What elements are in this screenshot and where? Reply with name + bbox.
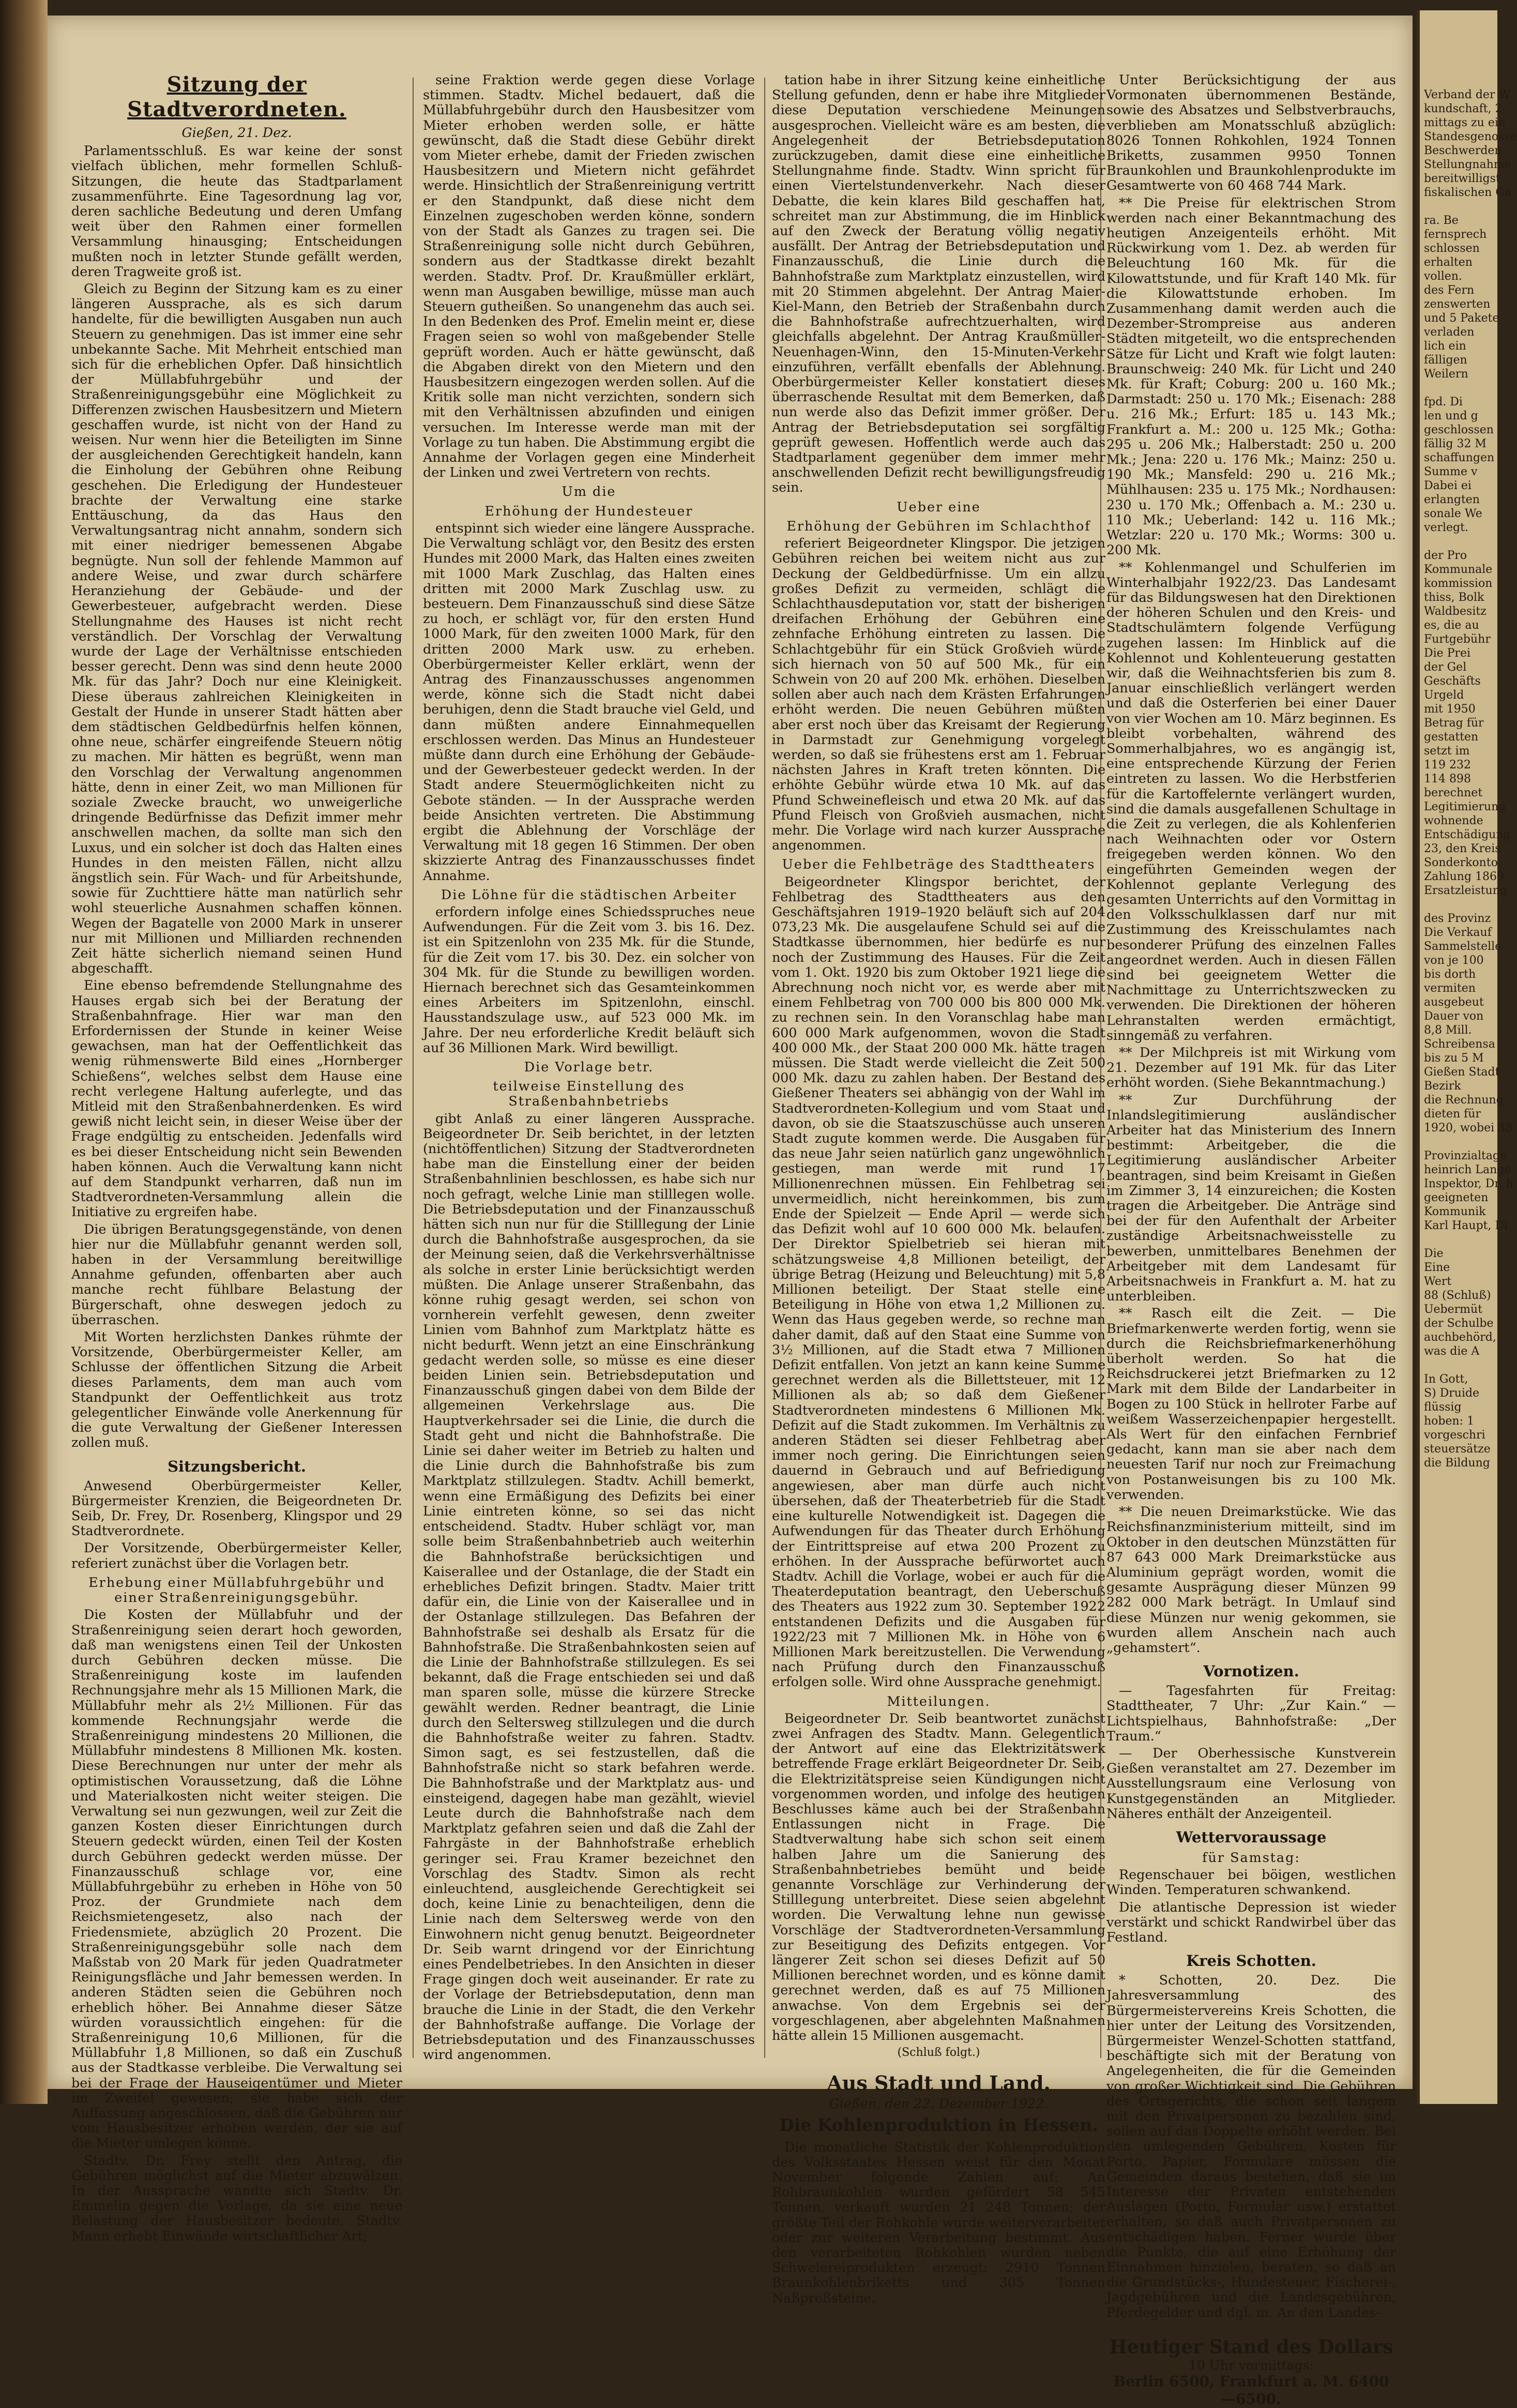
subheading: Erhöhung der Hundesteuer xyxy=(484,503,693,519)
paragraph: Stadtv. Dr. Frey stellt den Antrag, die Gebühren möglichst auf die Mieter abzuwälzen. In der Aussprache wandte sich Stadtv. Dr. Emmelin gegen die Vorlage, da sie eine neue Belastung der Hausbesitzer bedeute. Stadtv. Mann erhebt Einwände wirtschaftlicher Art; xyxy=(71,2152,402,2244)
column-3 xyxy=(772,72,1105,2306)
paragraph: ** Die neuen Dreimarkstücke. Wie das Reichsfinanzministerium mitteilt, sind im Oktober in den deutschen Münzstätten für 87 643 000 Mark Dreimarkstücke aus Aluminium geprägt worden, womit die gesamte Ausprägung dieser Münzen 99 282 000 Mark beträgt. In Umlauf sind diese Münzen nur wenig gekommen, sie wurden allem Anschein nach auch „gehamstert“. xyxy=(1106,1504,1396,1655)
paragraph: seine Fraktion werde gegen diese Vorlage stimmen. Stadtv. Michel bedauert, daß die Müllabfuhrgebühr durch den Hausbesitzer vom Mieter erhoben werden solle, er hätte gewünscht, daß die Stadt diese Gebühr direkt vom Mieter erhebe, damit der Frieden zwischen Hausbesitzern und Mietern nicht gefährdet werde. Hinsichtlich der Straßenreinigung vertritt er den Standpunkt, daß diese nicht dem Einzelnen zugeschoben werden könne, sondern von der Stadt als Ganzes zu tragen sei. Die Straßenreinigung solle nicht durch Gebühren, sondern aus der Stadtkasse direkt bezahlt werden. Stadtv. Prof. Dr. Kraußmüller erklärt, wenn man Ausgaben bewillige, müsse man auch Steuern gutheißen. So unangenehm das auch sei. In den Bedenken des Prof. Emelin meint er, diese Fragen seien so wohl von maßgebender Stelle geprüft worden. Auch er hätte gewünscht, daß die Abgaben direkt von den Mietern und den Hausbesitzern eingezogen werden sollen. Auf die Kritik solle man nicht verzichten, sondern sich mit den Verhältnissen abzufinden und einigen versuchen. Im Interesse werde man mit der Vorlage zu tun haben. Die Abstimmung ergibt die Annahme der Vorlagen gegen eine Minderheit der Linken und zwei Vertretern von rechts. xyxy=(423,72,755,480)
subheading: Mitteilungen. xyxy=(887,1693,991,1709)
dollar-values: Berlin 6500, Frankfurt a. M. 6400—6500. xyxy=(1113,2373,1389,2408)
paragraph: Parlamentsschluß. Es war keine der sonst vielfach üblichen, mehr formellen Schluß-Sitzungen, die heute das Stadtparlament zusammenführte. Eine Tagesordnung lag vor, deren sachliche Bedeutung und deren Umfang weit über den Rahmen einer formellen Versammlung hinausging; Entscheidungen mußten noch in letzter Stunde gefällt werden, deren Tragweite groß ist. xyxy=(71,143,402,279)
paragraph: ** Zur Durchführung der Inlandslegitimierung ausländischer Arbeiter hat das Ministerium des Innern bestimmt: Arbeitgeber, die die Legitimierung ausländischer Arbeiter beantragen, sind beim Kreisamt in Gießen im Zimmer 3, 14 einzureichen; die Kosten tragen die Arbeitgeber. Die Anträge sind bei der für den Aufenthalt der Arbeiter zuständige Arbeitsnachweisstelle zu bewerben, unmittelbares Benehmen der Arbeitgeber mit dem Landesamt für Arbeitsnachweis in Frankfurt a. M. hat zu unterbleiben. xyxy=(1106,1092,1396,1304)
adjacent-page-edge xyxy=(1417,10,1517,2104)
paragraph: — Tagesfahrten für Freitag: Stadttheater, 7 Uhr: „Zur Kain.“ — Lichtspielhaus, Bahnhofstraße: „Der Traum.“ xyxy=(1106,1683,1396,1744)
subheading: Ueber die Fehlbeträge des Stadttheaters xyxy=(782,856,1096,872)
paragraph: entspinnt sich wieder eine längere Aussprache. Die Verwaltung schlägt vor, den Besitz des ersten Hundes mit 2000 Mark, das Halten eines zweiten mit 1000 Mark Zuschlag, das Halten eines dritten mit 2000 Mark Zuschlag usw. zu besteuern. Dem Finanzausschuß sind diese Sätze zu hoch, er schlägt vor, für den ersten Hund 1000 Mark, für den zweiten 1000 Mark, für den dritten 2000 Mark usw. zu erheben. Oberbürgermeister Keller erklärt, wenn der Antrag des Finanzausschusses angenommen werde, könne sich die Stadt nicht dabei beruhigen, denn die Stadt brauche viel Geld, und dann müßten andere Einnahmequellen erschlossen werden. Das Minus an Hundesteuer müßte dann durch eine Erhöhung der Gebäude- und der Gewerbesteuer gedeckt werden. In der Stadt andere Steuermöglichkeiten nicht zu Gebote ständen. — In der Aussprache werden beide Ansichten vertreten. Die Abstimmung ergibt die Ablehnung der Vorschläge der Verwaltung mit 18 gegen 16 Stimmen. Der oben skizzierte Antrag des Finanzausschusses findet Annahme. xyxy=(423,520,755,883)
column-1 xyxy=(71,72,402,2244)
paragraph: ** Der Milchpreis ist mit Wirkung vom 21. Dezember auf 191 Mk. für das Liter erhöht worden. (Siehe Bekanntmachung.) xyxy=(1106,1044,1396,1091)
subheading: teilweise Einstellung des Straßenbahnbetriebs xyxy=(493,1078,685,1109)
paragraph: Beigeordneter Dr. Seib beantwortet zunächst zwei Anfragen des Stadtv. Mann. Gelegentlich der Antwort auf eine das Elektrizitätswerk betreffende Frage erklärt Beigeordneter Dr. Seib, die Elektrizitätspreise seien Kündigungen nicht vorgenommen worden, und infolge des heutigen Beschlusses käme auch bei der Straßenbahn Entlassungen nicht in Frage. Die Stadtverwaltung habe sich schon seit einem halben Jahre um die Sanierung des Straßenbahnbetriebes bemüht und beide genannte Vorschläge zur Verhinderung der Stilllegung unterbreitet. Diese seien abgelehnt worden. Die Verwaltung lehne nun gewisse Vorschläge der Stadtverordneten-Versammlung zur Beseitigung des Defizits entgegen. Vor längerer Zeit schon sei dieses Defizit auf 50 Millionen berechnet worden, und es könne damit gerechnet werden, daß es auf 75 Millionen anwachse. Von dem Ergebnis sei der vorgeschlagenen, aber abgelehnten Maßnahmen hätte allein 15 Millionen ausgemacht. xyxy=(772,1710,1105,2043)
subheading: Die Löhne für die städtischen Arbeiter xyxy=(441,886,737,902)
paragraph: referiert Beigeordneter Klingspor. Die jetzigen Gebühren reichen bei weitem nicht aus zur Deckung der Geldbedürfnisse. Um ein allzu großes Defizit zu vermeiden, schlägt die Schlachthausdeputation vor, statt der bisherigen dreifachen Erhöhung der Gebühren eine zehnfache Erhöhung eintreten zu lassen. Die Schlachtgebühr für ein Stück Großvieh würde sich hiernach von 50 auf 500 Mk., für ein Schwein von 20 auf 200 Mk. erhöhen. Dieselben sollen aber auch nach dem Krästen Erfahrungen erhöht werden. Die neuen Gebühren müßten aber erst noch über das Kreisamt der Regierung in Darmstadt zur Genehmigung vorgelegt werden, so daß sie frühestens erst am 1. Februar nächsten Jahres in Kraft treten könnten. Die erhöhte Gebühr würde etwa 10 Mk. auf das Pfund Schweinefleisch und etwa 20 Mk. auf das Pfund Fleisch von Großvieh ausmachen, nicht mehr. Die Vorlage wird nach kurzer Aussprache angenommen. xyxy=(772,535,1105,853)
adjacent-page-text: Verband der W kundschaft, 2 mittags zu ein Standesgenosse Beschwerden Stellungnahme bereitwilligst fiskalischen Ga ra. Be fernsprech schlossen erhalten vollen. des Fern zenswerten und 5 Pakete verladen lich ein fälligen Weilern fpd. Di len und g geschlossen fällig 32 M schaffungen Summe v Dabei ei erlangten sonale We verlegt. der Pro Kommunale kommission thiss, Bolk Waldbesitz es, die au Furtgebühr Die Prei der Gel Geschäfts Urgeld mit 1950 Betrag für gestatten setzt im 119 232 114 898 berechnet Legitimierung wohnende Entschädigung 23, den Kreis Sonderkonto Zahlung 1869 Ersatzleistung des Provinz Die Verkauf Sammelstelle von je 100 bis dorth vermiten ausgebeut Dauer von 8,8 Mill. Schreibensa bis zu 5 M Gießen Stadt Bezirk die Rechnung dieten für 1920, wobei 88 Provinzialtage heinrich Lange Inspektor, Dr. h geeigneten Kommunik Karl Haupt, Di Die Eine Wert 88 (Schluß) Uebermüt der Schulbe auchbehörd, was die A In Gott, S) Druide flüssig hoben: 1 vorgeschri steuersätze die Bildung xyxy=(1424,88,1517,1470)
paragraph: gibt Anlaß zu einer längeren Aussprache. Beigeordneter Dr. Seib berichtet, in der letzten (nichtöffentlichen) Sitzung der Stadtverordneten habe man die Einstellung einer der beiden Straßenbahnlinien beschlossen, es habe sich nur noch gefragt, welche Linie man stilllegen wolle. Die Betriebsdeputation und der Finanzausschuß hätten sich nun nur für die Stilllegung der Linie durch die Bahnhofstraße ausgesprochen, da sie der Meinung seien, daß die Verkehrsverhältnisse als solche in erster Linie berücksichtigt werden müßten. Die Anlage unserer Straßenbahn, das könne ruhig gesagt werden, sei schon von vornherein verfehlt gewesen, denn zweiter Linien vom Bahnhof zum Marktplatz hätte es nicht bedurft. Wenn jetzt an eine Einschränkung gedacht werden solle, so müsse es eine dieser beiden Linien sein. Betriebsdeputation und Finanzausschuß gingen dabei von dem Bilde der allgemeinen Verkehrslage aus. Die Hauptverkehrsader sei die Linie, die durch die Stadt geht und nicht die Bahnhofstraße. Die Linie sei daher weiter im Betrieb zu halten und die Linie durch die Bahnhofstraße bis zum Marktplatz stillzulegen. Stadtv. Achill bemerkt, wenn eine Ermäßigung des Defizits bei einer Linie eintreten könne, so sei das nicht entscheidend. Stadtv. Huber schlägt vor, man solle beim Straßenbahnbetrieb auch weiterhin die Bahnhofstraße berücksichtigen und Kaiserallee und der Ostanlage, die der Stadt ein erhebliches Defizit bringen. Stadtv. Maier tritt dafür ein, die Linie von der Kaiserallee und in der Ostanlage stillzulegen. Das Befahren der Bahnhofstraße sei deshalb als Ersatz für die Bahnhofstraße. Die Straßenbahnkosten seien auf die Linie der Bahnhofstraße stillzulegen. Es sei bekannt, daß die Frage entschieden sei und daß man sparen solle, müsse die kürzere Strecke gewählt werden. Redner beantragt, die Linie durch den Seltersweg stillzulegen und die durch die Bahnhofstraße weiter zu fahren. Stadtv. Simon sagt, es sei festzustellen, daß die Bahnhofstraße nicht so stark befahren werde. Die Bahnhofstraße und der Marktplatz aus- und einsteigend, dagegen habe man gezählt, wieviel Leute durch die Bahnhofstraße nach dem Marktplatz gefahren seien und daß die Zahl der Fahrgäste in der Bahnhofstraße erheblich geringer sei. Frau Kramer bezeichnet den Vorschlag des Stadtv. Simon als recht einleuchtend, ausgleichende Gerechtigkeit sei doch, keine Linie zu benachteiligen, denn die Linie nach dem Seltersweg werde von den Einwohnern nicht genug benutzt. Beigeordneter Dr. Seib warnt dringend vor der Einrichtung eines Pendelbetriebes. In den Ansichten in dieser Frage gingen doch weit auseinander. Er rate zu der Vorlage der Betriebsdeputation, denn man brauche die Linie in der Stadt, die den Verkehr der Bahnhofstraße auffange. Die Vorlage der Betriebsdeputation und des Finanzausschusses wird angenommen. xyxy=(423,1110,755,2063)
paragraph: Gleich zu Beginn der Sitzung kam es zu einer längeren Aussprache, als es sich darum handelte, für die bewilligten Ausgaben nun auch Steuern zu genehmigen. Das ist immer eine sehr unbekannte Sache. Mit Mehrheit entschied man sich für die erheblichen Opfer. Daß hinsichtlich der Müllabfuhrgebühr und der Straßenreinigungsgebühr eine Möglichkeit zu Differenzen zwischen Hausbesitzern und Mietern geschaffen wurde, ist nicht von der Hand zu weisen. Nur wenn hier die Beteiligten im Sinne der ausgleichenden Gerechtigkeit handeln, kann die Einholung der Gebühren ohne Reibung geschehen. Die Erledigung der Hundesteuer brachte der Verwaltung eine starke Enttäuschung, da das Haus den Verwaltungsantrag nicht annahm, sondern sich mit einer niedriger bemessenen Abgabe begnügte. Nun soll der fehlende Mammon auf andere Weise, und zwar durch schärfere Heranziehung der Gebäude- und der Gewerbesteuer, aufgebracht werden. Diese Stellungnahme des Hauses ist nicht recht verständlich. Der Vorschlag der Verwaltung wurde der Lage der Verhältnisse entschieden besser gerecht. Denn was sind denn heute 2000 Mk. für das Jahr? Doch nur eine Kleinigkeit. Diese überaus zahlreichen Kleinigkeiten in Gestalt der Hunde in unserer Stadt hätten aber dem städtischen Geldbedürfnis helfen können, ohne neue, schärfer eingreifende Steuern nötig zu machen. Mir hätten es begrüßt, wenn man den Vorschlag der Verwaltung angenommen hätte, denn in einer Zeit, wo man Millionen für soziale Zwecke braucht, wo unweigerliche dringende Bedürfnisse das Defizit immer mehr anschwellen machen, da sollte man sich den Luxus, und ein solcher ist doch das Halten eines Hundes in den meisten Fällen, nicht allzu ängstlich sein. Für Wach- und für Arbeitshunde, sowie für Zuchttiere hätte man natürlich sehr wohl steuerliche Ausnahmen schaffen können. Wegen der Bagatelle von 2000 Mark in unserer nur mit Millionen und Milliarden rechnenden Zeit hätte sicherlich niemand seinen Hund abgeschafft. xyxy=(71,281,402,976)
dateline: Gießen, 21. Dez. xyxy=(181,125,292,140)
section-heading: Wettervoraussage xyxy=(1176,1828,1327,1846)
dateline: Gießen, den 22. Dezember 1922. xyxy=(829,2096,1049,2112)
section-heading: Vornotizen. xyxy=(1203,1662,1299,1680)
paragraph: Beigeordneter Klingspor berichtet, der Fehlbetrag des Stadttheaters aus den Geschäftsjahren 1919–1920 beläuft sich auf 204 073,23 Mk. Die ausgelaufene Schuld sei auf die Stadtkasse übernommen, hier bedürfe es nur noch der Zustimmung des Hauses. Für die Zeit vom 1. Okt. 1920 bis zum Oktober 1921 liege die Abrechnung noch nicht vor, es werde aber mit einem Fehlbetrag von 700 000 bis 800 000 Mk. zu rechnen sein. In den Voranschlag habe man 600 000 Mark aufgenommen, wovon die Stadt 400 000 Mk., der Staat 200 000 Mk. hätte tragen müssen. Die Stadt werde vielleicht die Zeit 500 000 Mk. dazu zu zahlen haben. Der Bestand des Gießener Theaters sei abhängig von der Wahl im Stadtverordneten-Kollegium und vom Staat und davon, ob sie die Staatszuschüsse auch unseren Stadt zugute kommen werde. Die Ausgaben für das neue Jahr seien natürlich ganz ungewöhnlich gestiegen, man werde mit rund 17 Millionenrechnen müssen. Ein Fehlbetrag sei unvermeidlich, nicht hereinkommen, bis zum Ende der Spielzeit — Ende April — werde sich das Defizit wohl auf 10 600 000 Mk. belaufen. Der Direktor Spielbetrieb sei hieran mit schätzungsweise 4,8 Millionen beteiligt, der übrige Betrag (Heizung und Beleuchtung) mit 5,8 Millionen beteiligt. Der Staat stelle eine Beteiligung in Höhe von etwa 1,2 Millionen zu. Wenn das Haus gegeben werde, so rechne man daher damit, daß auf den Staat eine Summe von 3½ Millionen, auf die Stadt etwa 7 Millionen Defizit entfallen. Von jetzt an kann keine Summe gerechnet werden als die Billettsteuer, mit 12 Millionen als ab; so daß dem Gießener Stadtverordneten mindestens 6 Millionen Mk. Defizit auf die Stadt zukommen. Im Verhältnis zu anderen Städten sei dieser Fehlbetrag aber immer noch gering. Die Einrichtungen seien dauernd in Gebrauch und auf Befriedigung angewiesen, aber man dürfe auch nicht übersehen, daß der Theaterbetrieb für die Stadt eine kulturelle Notwendigkeit ist. Dagegen die Aufwendungen für das Theater durch Erhöhung der Eintrittspreise auf etwa 200 Prozent zu erhöhen. In der Aussprache befürwortet auch Stadtv. Achill die Vorlage, wobei er auch für die Theaterdeputation beantragt, den Ueberschuß des Theaters aus 1922 zum 30. September 1922 entstandenen Defizits und die Ausgaben für 1922/23 mit 7 Millionen Mk. in Höhe von 6 Millionen Mark bereitzustellen. Die Verwendung nach Prüfung durch den Finanzausschuß erfolgen solle. Wird ohne Aussprache genehmigt. xyxy=(772,873,1105,1690)
paragraph: ** Rasch eilt die Zeit. — Die Briefmarkenwerte werden fortig, wenn sie durch die Reichsbriefmarkenerhöhung überholt werden. So hat die Reichsdruckerei jetzt Briefmarken zu 12 Mark mit dem Bilde der Landarbeiter in Bogen zu 100 Stück in hellroter Farbe auf weißem Wasserzeichenpapier hergestellt. Als Wert für den einfachen Fernbrief gedacht, kann man sie aber nach dem neuesten Tarif nur noch zur Freimachung von Postanweisungen bis zu 100 Mk. verwenden. xyxy=(1106,1305,1396,1502)
column-2 xyxy=(423,72,755,2063)
paragraph: Die übrigen Beratungsgegenstände, von denen hier nur die Müllabfuhr genannt werden soll, haben in der Versammlung bereitwillige Annahme gefunden, offenbarten aber auch manche recht fühlbare Belastung der Bürgerschaft, ohne deswegen jedoch zu überraschen. xyxy=(71,1221,402,1327)
paragraph: tation habe in ihrer Sitzung keine einheitliche Stellung gefunden, denn er habe ihre Mitglieder diese Deputation verschiedene Meinungen ausgesprochen. Vielleicht wäre es am besten, die Angelegenheit der Betriebsdeputation zurückzugeben, damit diese eine einheitliche Stellungnahme finde. Stadtv. Winn spricht für einen Viertelstundenverkehr. Nach dieser Debatte, die kein klares Bild geschaffen hat, schreitet man zur Abstimmung, die im Hinblick auf den Zweck der Beratung völlig negativ ausfällt. Der Antrag der Betriebsdeputation und Finanzausschuß, die Linie durch die Bahnhofstraße zum Marktplatz einzustellen, wird mit 20 Stimmen abgelehnt. Der Antrag Maier-Kiel-Mann, den Betrieb der Straßenbahn durch die Bahnhofstraße aufrechtzuerhalten, wird gleichfalls abgelehnt. Der Antrag Kraußmüller-Neuenhagen-Winn, den 15-Minuten-Verkehr einzuführen, verfällt ebenfalls der Ablehnung. Oberbürgermeister Keller konstatiert dieses überraschende Resultat mit dem Bemerken, daß nun werde also das Defizit immer größer. Der Antrag der Betriebsdeputation sei sorgfältig geprüft gewesen. Hoffentlich werde auch das Stadtparlament gegenüber dem immer mehr anschwellenden Defizit recht bewilligungsfreudig sein. xyxy=(772,72,1105,495)
article-title: Sitzung der Stadtverordneten. xyxy=(127,72,346,122)
continuation-note: (Schluß folgt.) xyxy=(897,2046,980,2059)
paragraph: ** Die Preise für elektrischen Strom werden nach einer Bekanntmachung des heutigen Anzeigenteils erhöht. Mit Rückwirkung vom 1. Dez. ab werden für Beleuchtung 160 Mk. für die Kilowattstunde, und für Kraft 140 Mk. für die Kilowattstunde erhoben. Im Zusammenhang damit werden auch die Dezember-Strompreise aus anderen Städten mitgeteilt, wo die entsprechenden Sätze für Licht und Kraft wie folgt lauten: Braunschweig: 240 Mk. für Licht und 240 Mk. für Kraft; Coburg: 200 u. 160 Mk.; Darmstadt: 250 u. 170 Mk.; Eisenach: 288 u. 216 Mk.; Erfurt: 185 u. 143 Mk.; Frankfurt a. M.: 200 u. 125 Mk.; Gotha: 295 u. 206 Mk.; Halberstadt: 250 u. 200 Mk.; Jena: 220 u. 176 Mk.; Mainz: 250 u. 190 Mk.; Mansfeld: 290 u. 216 Mk.; Mühlhausen: 235 u. 175 Mk.; Nordhausen: 230 u. 170 Mk.; Offenbach a. M.: 230 u. 110 Mk.; Ueberland: 142 u. 116 Mk.; Wetzlar: 220 u. 170 Mk.; Worms: 300 u. 200 Mk. xyxy=(1106,194,1396,558)
paragraph: * Schotten, 20. Dez. Die Jahresversammlung des Bürgermeistervereins Kreis Schotten, die hier unter der Leitung des Vorsitzenden, Bürgermeister Wenzel-Schotten stattfand, beschäftigte sich mit der Beratung von Angelegenheiten, die für die Gemeinden von großer Wichtigkeit sind. Die Gebühren des Ortsgerichts, die schon seit langem mit den Privatpersonen zu bezahlen sind, sollen auf das Doppelte erhöht werden. Bei den umlegenden Gebühren, Kosten für Porto, Papier, Formulare müssen die Gemeinden daraus bestehen, daß sie im Interesse der Privaten entstehenden Auslagen (Porto, Formular usw.) erstattet erhalten, so daß auch Privatpersonen zu entschädigen haben. Ferner wurde über die Punkte, die auf eine Erhöhung der Einnahmen hinzielen, beraten, so daß an die Grundstücks-, Hundesteuer, Fischerei-, Jagdgebühren und die Landesgebühren, Pferdegelder und dgl. m. An den Landes- xyxy=(1106,1972,1396,2320)
paragraph: erfordern infolge eines Schiedsspruches neue Aufwendungen. Für die Zeit vom 3. bis 16. Dez. ist ein Spitzenlohn von 235 Mk. für die Stunde, für die Zeit vom 17. bis 30. Dez. ein solcher von 304 Mk. für die Stunde zu bewilligen worden. Hiernach berechnet sich das Gesamteinkommen eines Arbeiters im Spitzenlohn, einschl. Hausstandszulage usw., auf 523 000 Mk. im Jahre. Der neu erforderliche Kredit beläuft sich auf 36 Millionen Mark. Wird bewilligt. xyxy=(423,903,755,1055)
subheading: für Samstag: xyxy=(1202,1849,1300,1865)
subheading: Erhebung einer Müllabfuhrgebühr und einer Straßenreinigungsgebühr. xyxy=(88,1574,385,1606)
paragraph: Die atlantische Depression ist wieder verstärkt und schickt Randwirbel über das Festland. xyxy=(1106,1899,1396,1945)
paragraph: Die monatliche Statistik der Kohlenproduktion des Volksstaates Hessen weist für den Monat November folgende Zahlen auf: An Rohbraunkohlen wurden gefördert 58 545 Tonnen, verkauft wurden 21 248 Tonnen; der größte Teil der Rohkohle wurde weiterverarbeitet oder zur weiteren Verarbeitung bestimmt. Aus den verarbeiteten Rohkohlen wurden neben Schwelereiprodukten erzeugt: 2910 Tonnen Braunkohlenbriketts und 305 Tonnen Naßpreßsteine. xyxy=(772,2139,1105,2306)
subheading: Erhöhung der Gebühren im Schlachthof xyxy=(786,518,1091,534)
article-headline: Die Kohlenproduktion in Hessen. xyxy=(779,2114,1098,2135)
subheading: Die Vorlage betr. xyxy=(524,1059,654,1074)
dollar-time: 10 Uhr vormittags: xyxy=(1189,2357,1314,2373)
book-spine xyxy=(0,0,48,2104)
column-rule xyxy=(764,78,765,2058)
subheading: Um die xyxy=(562,483,616,499)
column-rule xyxy=(413,78,414,2058)
dollar-rate-box xyxy=(1106,2329,1396,2408)
paragraph: Die Kosten der Müllabfuhr und der Straßenreinigung seien derart hoch geworden, daß man wenigstens einen Teil der Unkosten durch Gebühren decken müsse. Die Straßenreinigung koste im laufenden Rechnungsjahre mehr als 15 Millionen Mark, die Müllabfuhr mehr als 2½ Millionen. Für das kommende Rechnungsjahr werde die Straßenreinigung mindestens 20 Millionen, die Müllabfuhr mindestens 8 Millionen Mk. kosten. Diese Berechnungen nur unter der mehr als optimistischen Voraussetzung, daß die Löhne und Materialkosten nicht weiter steigen. Die Verwaltung sei nun gezwungen, weil zur Zeit die ganzen Kosten dieser Einrichtungen durch Steuern gedeckt würden, einen Teil der Kosten durch Gebühren gedeckt werden müsse. Der Finanzausschuß schlage vor, eine Müllabfuhrgebühr zu erheben in Höhe von 50 Proz. der Grundmiete nach dem Reichsmietengesetz, also nach der Friedensmiete, abzüglich 20 Prozent. Die Straßenreinigungsgebühr solle nach dem Maßstab von 20 Mark für jeden Quadratmeter Reinigungsfläche und Jahr bemessen werden. In anderen Städten seien die Gebühren noch erheblich höher. Bei Annahme dieser Sätze würden voraussichtlich eingehen: für die Straßenreinigung 10,6 Millionen, für die Müllabfuhr 1,8 Millionen, so daß ein Zuschuß aus der Stadtkasse verbleibe. Die Verwaltung sei bei der Frage der Hauseigentümer und Mieter im Zweifel gewesen; sie habe sich der Auffassung angeschlossen, daß die Gebühren nur vom Hausbesitzer erhoben werden, der sie auf die Mieter umlegen könne. xyxy=(71,1607,402,2151)
paragraph: Mit Worten herzlichsten Dankes rühmte der Vorsitzende, Oberbürgermeister Keller, am Schlusse der öffentlichen Sitzung die Arbeit dieses Parlaments, dem man auch vom Standpunkt der Oeffentlichkeit aus trotz gelegentlicher Einwände volle Anerkennung für die gute Verwaltung der Gießener Interessen zollen muß. xyxy=(71,1329,402,1450)
column-4 xyxy=(1106,72,1396,2408)
paragraph: — Der Oberhessische Kunstverein Gießen veranstaltet am 27. Dezember im Ausstellungsraum eine Verlosung von Kunstgegenständen an Mitglieder. Näheres enthält der Anzeigenteil. xyxy=(1106,1745,1396,1821)
paragraph: ** Kohlenmangel und Schulferien im Winterhalbjahr 1922/23. Das Landesamt für das Bildungswesen hat den Direktionen der höheren Schulen und den Kreis- und Stadtschulämtern folgende Verfügung zugehen lassen: Im Hinblick auf die Kohlennot und Kohlenteuerung gestatten wir, daß die Weihnachtsferien bis zum 8. Januar einschließlich verlängert werden und daß die Osterferien bei einer Dauer von vier Wochen am 10. März beginnen. Es bleibt vorbehalten, während des Sommerhalbjahres, wo es angängig ist, eine entsprechende Kürzung der Ferien eintreten zu lassen. Wo die Herbstferien für die Kartoffelernte verlängert wurden, sind die damals ausgefallenen Schultage in die Zeit zu verlegen, die als Kohlenferien nach Weihnachten oder vor Ostern freigegeben werden können. Wo den eingeführten Gemeinden wegen der Kohlennot geplante Verlegung des gesamten Unterrichts auf den Vormittag in den Volksschulklassen darf nur mit Zustimmung des Kreisschulamtes nach besonderer Prüfung des einzelnen Falles angeordnet werden. Auch in diesen Fällen sind bei geeignetem Wetter die Nachmittage zu Unterrichtszwecken zu verwenden. Die Direktionen der höheren Lehranstalten werden ermächtigt, sinngemäß zu verfahren. xyxy=(1106,559,1396,1043)
section-heading: Kreis Schotten. xyxy=(1186,1952,1316,1970)
paragraph: Regenschauer bei böigen, westlichen Winden. Temperaturen schwankend. xyxy=(1106,1867,1396,1898)
paragraph: Der Vorsitzende, Oberbürgermeister Keller, referiert zunächst über die Vorlagen betr. xyxy=(71,1540,402,1571)
section-title: Aus Stadt und Land. xyxy=(827,2071,1051,2095)
dollar-heading: Heutiger Stand des Dollars xyxy=(1109,2336,1393,2358)
section-heading: Sitzungsbericht. xyxy=(168,1457,306,1475)
paragraph: Unter Berücksichtigung der aus Vormonaten übernommenen Bestände, sowie des Absatzes und Selbstverbrauchs, verblieben am Monatsschluß abzüglich: 8026 Tonnen Rohkohlen, 1924 Tonnen Briketts, zusammen 9950 Tonnen Braunkohlen und Braunkohlenprodukte im Gesamtwerte von 60 468 744 Mark. xyxy=(1106,72,1396,193)
paragraph: Anwesend Oberbürgermeister Keller, Bürgermeister Krenzien, die Beigeordneten Dr. Seib, Dr. Frey, Dr. Rosenberg, Klingspor und 29 Stadtverordnete. xyxy=(71,1477,402,1539)
subheading: Ueber eine xyxy=(897,498,981,514)
paragraph: Eine ebenso befremdende Stellungnahme des Hauses ergab sich bei der Beratung der Straßenbahnfrage. Hier war man den Erfordernissen der Stunde in keiner Weise gewachsen, man hat der Oeffentlichkeit das wenig rühmenswerte Bild eines „Hornberger Schießens“, welches selbst dem Hause eine recht verlegene Haltung auferlegte, und das Mitleid mit den Straßenbahnerdenken. Es wird gewiß nicht leicht sein, in dieser Weise über der Frage endgültig zu entscheiden. Jedenfalls wird es bei dieser Entscheidung nicht sein Bewenden haben können. Auch die Verwaltung kann nicht auf dem Standpunkt verharren, daß nun im Stadtverordneten-Versammlung allein die Initiative zu ergreifen habe. xyxy=(71,977,402,1220)
